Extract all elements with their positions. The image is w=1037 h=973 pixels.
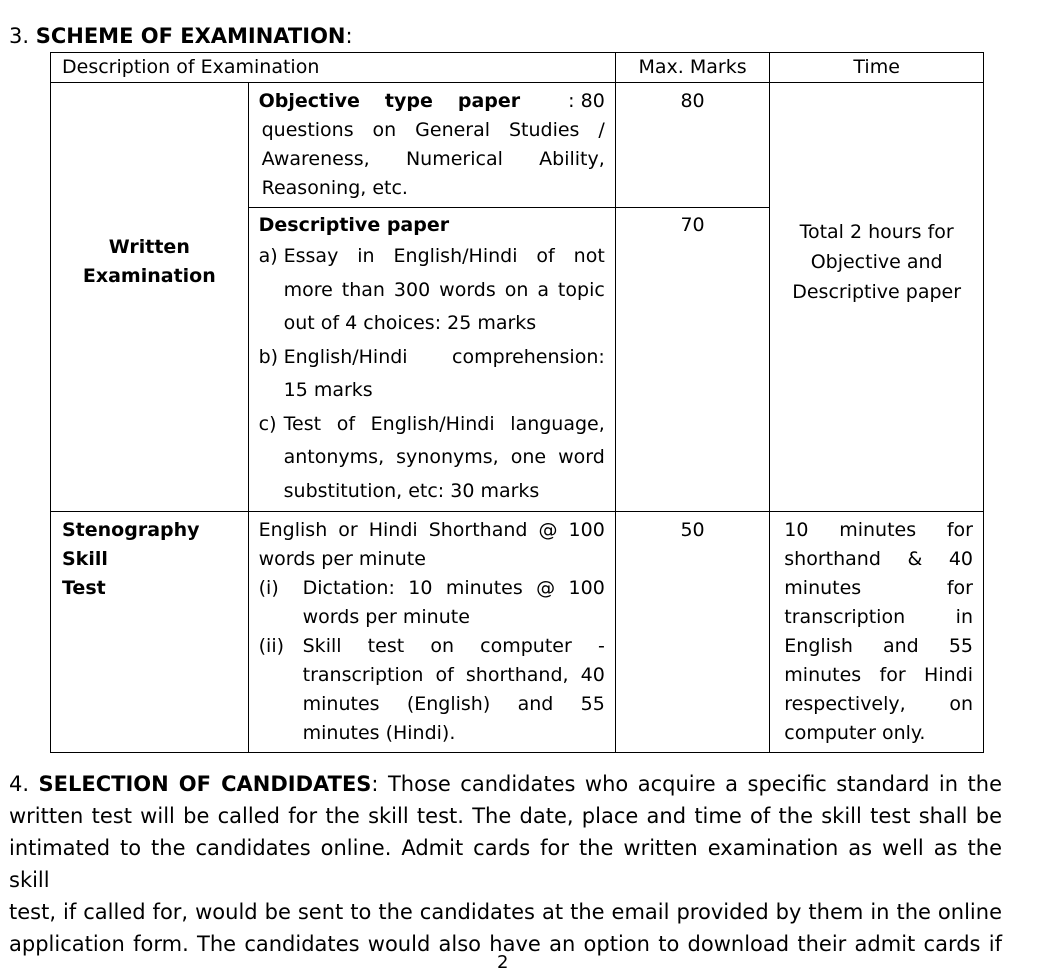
descriptive-item-b xyxy=(259,341,605,408)
para-text: : Those candidates who acquire a specific standard in the xyxy=(371,772,1002,796)
para-line xyxy=(9,768,1002,800)
time-line: Total 2 hours for xyxy=(799,221,954,243)
section-title: SCHEME OF EXAMINATION xyxy=(35,24,346,48)
page-number: 2 xyxy=(497,952,509,973)
steno-time-cell xyxy=(770,512,984,753)
label-line: Written xyxy=(108,236,190,258)
item-label: a) xyxy=(258,245,278,267)
label-line: Stenography Skill xyxy=(62,519,200,570)
item-line: 15 marks xyxy=(283,379,373,401)
item-line: substitution, etc: 30 marks xyxy=(283,479,540,502)
item-line: out of 4 choices: 25 marks xyxy=(283,312,537,334)
header-time: Time xyxy=(770,53,984,83)
exam-scheme-table xyxy=(50,52,984,753)
descriptive-item-c xyxy=(259,408,605,509)
steno-item-ii xyxy=(259,632,605,748)
objective-marks: 80 xyxy=(615,83,769,208)
descriptive-item-a xyxy=(259,240,605,341)
item-label: c) xyxy=(258,412,277,435)
time-line: Objective and xyxy=(810,251,943,273)
objective-line: Awareness, Numerical Ability, xyxy=(261,148,605,170)
steno-marks: 50 xyxy=(615,512,769,753)
objective-title: Objective type paper xyxy=(258,90,521,112)
steno-line: English or Hindi Shorthand @ 100 xyxy=(258,519,605,541)
item-line: minutes (English) and 55 xyxy=(302,693,605,715)
header-max-marks: Max. Marks xyxy=(615,53,769,83)
item-line: English/Hindi comprehension: xyxy=(283,345,605,368)
item-label: (ii) xyxy=(258,635,285,657)
item-line: Skill test on computer - xyxy=(302,635,605,657)
steno-item-i xyxy=(259,574,605,632)
para-line: test, if called for, would be sent to the candidates at the email provided by them in the online xyxy=(9,900,1002,924)
time-line: minutes for Hindi xyxy=(784,664,973,686)
table-row-objective xyxy=(51,83,984,208)
objective-line: Reasoning, etc. xyxy=(261,177,408,199)
para-line: application form. The candidates would also have an option to download their admit cards if xyxy=(9,932,1002,956)
time-line: computer only. xyxy=(784,722,926,744)
descriptive-marks: 70 xyxy=(615,208,769,512)
section-3-heading xyxy=(9,22,353,50)
objective-first-line xyxy=(259,87,605,116)
section-number: 3. xyxy=(9,24,36,48)
table-row-steno xyxy=(51,512,984,753)
section-title: SELECTION OF CANDIDATES xyxy=(38,772,372,796)
item-line: Dictation: 10 minutes @ 100 xyxy=(302,577,605,599)
item-label: (i) xyxy=(258,577,279,599)
steno-label xyxy=(51,512,249,753)
time-line: transcription in xyxy=(784,606,973,628)
time-line: 10 minutes for xyxy=(784,519,973,541)
time-line: minutes for xyxy=(784,577,973,599)
objective-line: questions on General Studies / xyxy=(261,119,605,141)
time-line: respectively, on xyxy=(784,693,973,715)
section-number: 4. xyxy=(9,772,39,796)
label-line: Examination xyxy=(82,265,216,287)
para-line: intimated to the candidates online. Admit cards for the written examination as well as the skill xyxy=(9,836,1002,892)
written-time-cell xyxy=(770,83,984,512)
item-line: Essay in English/Hindi of not xyxy=(283,245,605,267)
descriptive-paper-cell xyxy=(248,208,615,512)
steno-line: words per minute xyxy=(258,548,426,570)
objective-paper-cell xyxy=(248,83,615,208)
item-line: minutes (Hindi). xyxy=(302,722,456,744)
steno-description-cell xyxy=(248,512,615,753)
item-line: antonyms, synonyms, one word xyxy=(283,446,605,468)
time-line: Descriptive paper xyxy=(792,281,962,303)
time-line: English and 55 xyxy=(784,635,973,657)
section-colon: : xyxy=(345,24,353,48)
item-line: Test of English/Hindi language, xyxy=(283,412,605,435)
descriptive-title: Descriptive paper xyxy=(258,214,450,236)
item-label: b) xyxy=(258,345,279,368)
item-line: more than 300 words on a topic xyxy=(283,278,605,301)
item-line: words per minute xyxy=(302,606,470,628)
label-line: Test xyxy=(62,577,106,599)
time-line: shorthand & 40 xyxy=(784,548,973,570)
table-header-row xyxy=(51,53,984,83)
written-exam-label xyxy=(51,83,249,512)
section-4-paragraph xyxy=(9,768,1002,960)
objective-line: : 80 xyxy=(568,90,605,112)
header-description: Description of Examination xyxy=(51,53,616,83)
para-line: written test will be called for the skill test. The date, place and time of the skill test shall be xyxy=(9,804,1002,828)
item-line: transcription of shorthand, 40 xyxy=(302,664,605,686)
